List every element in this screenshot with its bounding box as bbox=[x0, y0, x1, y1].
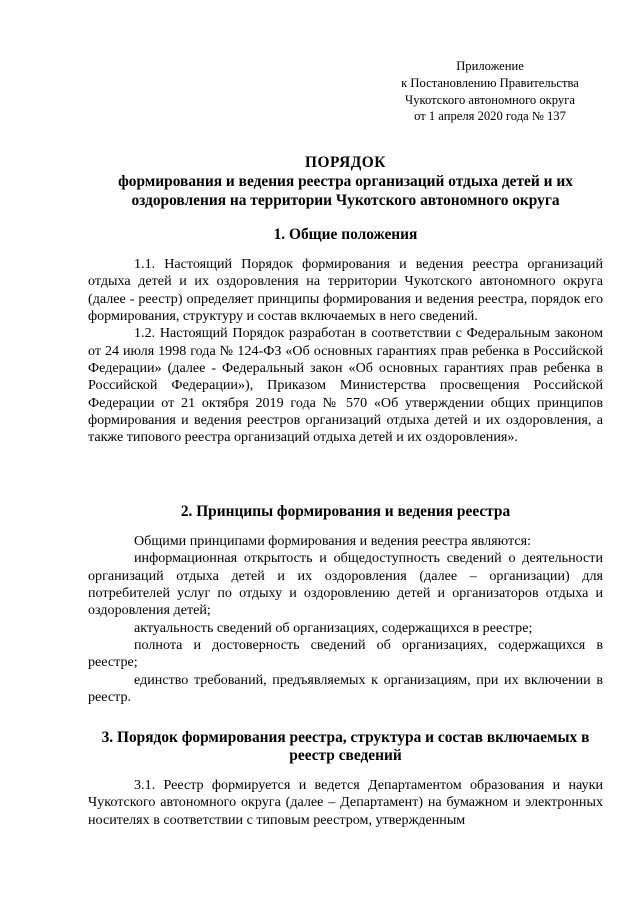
appendix-line: Чукотского автономного округа bbox=[405, 92, 575, 107]
paragraph: 3.1. Реестр формируется и ведется Департаментом образования и науки Чукотского автономного округа (далее – Департамент) на бумажном и электронных носителях в соответствии с типовым реестром, утвержденным bbox=[88, 777, 603, 828]
document-title bbox=[88, 153, 603, 210]
list-item: информационная открытость и общедоступность сведений о деятельности организаций отдыха детей и их оздоровления (далее – организации) для потребителей услуг по отдыху и оздоровлению детей и организаторов отдыха и оздоровления детей; bbox=[88, 550, 603, 619]
list-item: актуальность сведений об организациях, содержащихся в реестре; bbox=[134, 619, 533, 636]
title-main: ПОРЯДОК bbox=[305, 154, 386, 171]
section-heading-2: 2. Принципы формирования и ведения реестра bbox=[180, 503, 511, 520]
appendix-line: от 1 апреля 2020 года № 137 bbox=[414, 109, 566, 124]
section-3-body bbox=[88, 777, 603, 829]
section-heading-1: 1. Общие положения bbox=[273, 226, 418, 243]
appendix-line: к Постановлению Правительства bbox=[401, 75, 579, 90]
appendix-line: Приложение bbox=[456, 59, 524, 73]
paragraph: 1.1. Настоящий Порядок формирования и ведения реестра организаций отдыха детей и их оздоровления на территории Чукотского автономного округа (далее - реестр) определяет принципы формирования и ведения реестра, порядок его формирования, структуру и состав включаемых в него сведений. bbox=[88, 256, 603, 325]
section-heading-3 bbox=[88, 729, 603, 765]
paragraph: Общими принципами формирования и ведения реестра являются: bbox=[134, 533, 531, 549]
appendix-block bbox=[392, 58, 588, 125]
section-1-body bbox=[88, 256, 603, 447]
paragraph: 1.2. Настоящий Порядок разработан в соответствии с Федеральным законом от 24 июля 1998 года № 124-ФЗ «Об основных гарантиях прав ребенка в Российской Федерации» (далее - Федеральный закон «Об основных гарантиях прав ребенка в Российской Федерации»), Приказом Министерства просвещения Российской Федерации от 21 октября 2019 года № 570 «Об утверждении общих принципов формирования и ведения реестров организаций отдыха детей и их оздоровления, а также типового реестра организаций отдыха детей и их оздоровления». bbox=[88, 325, 603, 446]
list-item: полнота и достоверность сведений об организациях, содержащихся в реестре; bbox=[88, 637, 603, 671]
title-line: формирования и ведения реестра организаций отдыха детей и их bbox=[118, 173, 573, 190]
section-heading-line: 3. Порядок формирования реестра, структура и состав включаемых в bbox=[101, 729, 590, 746]
section-2-body bbox=[88, 533, 603, 706]
section-heading-line: реестр сведений bbox=[289, 747, 402, 764]
title-line: оздоровления на территории Чукотского автономного округа bbox=[131, 192, 560, 209]
list-item: единство требований, предъявляемых к организациям, при их включении в реестр. bbox=[88, 671, 603, 706]
